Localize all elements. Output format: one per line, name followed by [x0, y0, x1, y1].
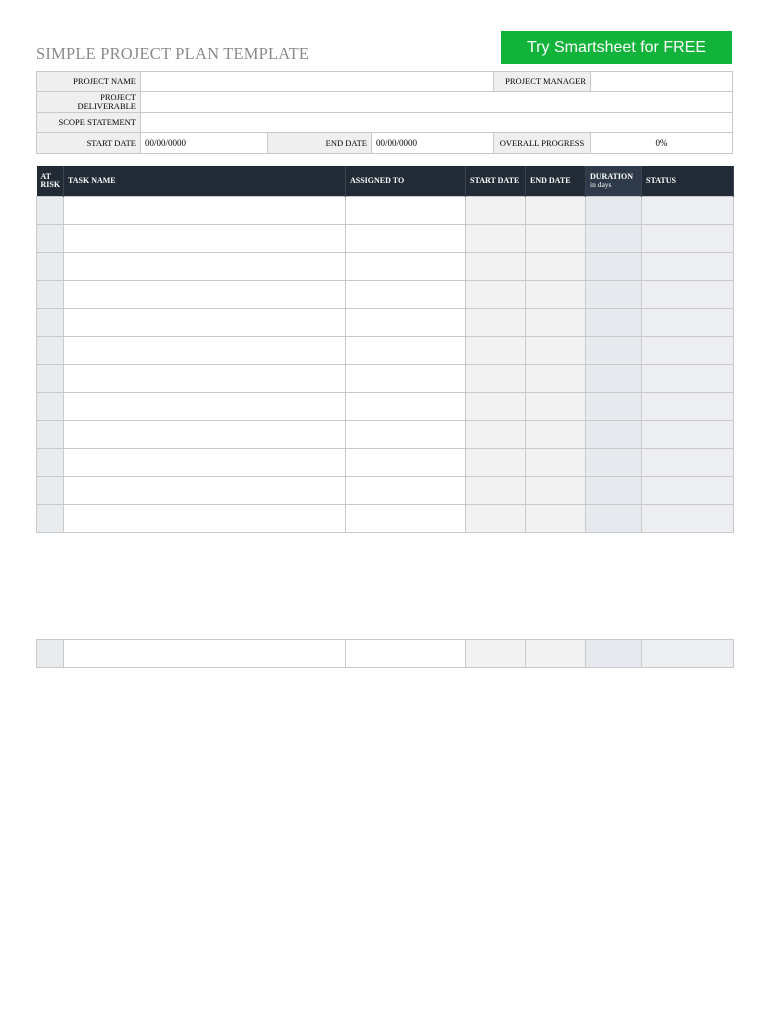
duration-cell[interactable]	[586, 253, 642, 281]
task-table-continuation	[36, 639, 734, 668]
scope-statement-field[interactable]	[141, 113, 733, 133]
status-cell[interactable]	[642, 640, 734, 668]
task-name-cell[interactable]	[64, 197, 346, 225]
task-name-cell[interactable]	[64, 309, 346, 337]
end-date-cell[interactable]	[526, 365, 586, 393]
at-risk-cell[interactable]	[37, 505, 64, 533]
duration-cell[interactable]	[586, 309, 642, 337]
end-date-cell[interactable]	[526, 640, 586, 668]
at-risk-cell[interactable]	[37, 197, 64, 225]
project-manager-label: PROJECT MANAGER	[494, 72, 591, 92]
task-name-cell[interactable]	[64, 505, 346, 533]
task-name-cell[interactable]	[64, 225, 346, 253]
project-name-label: PROJECT NAME	[37, 72, 141, 92]
task-name-cell[interactable]	[64, 421, 346, 449]
at-risk-cell[interactable]	[37, 421, 64, 449]
start-date-cell[interactable]	[466, 225, 526, 253]
at-risk-cell[interactable]	[37, 393, 64, 421]
status-cell[interactable]	[642, 477, 734, 505]
start-date-field[interactable]: 00/00/0000	[141, 133, 268, 154]
duration-cell[interactable]	[586, 225, 642, 253]
at-risk-cell[interactable]	[37, 477, 64, 505]
start-date-cell[interactable]	[466, 393, 526, 421]
assigned-to-cell[interactable]	[346, 505, 466, 533]
assigned-to-cell[interactable]	[346, 365, 466, 393]
start-date-cell[interactable]	[466, 640, 526, 668]
end-date-cell[interactable]	[526, 477, 586, 505]
start-date-cell[interactable]	[466, 421, 526, 449]
try-smartsheet-button[interactable]: Try Smartsheet for FREE	[501, 31, 732, 64]
assigned-to-cell[interactable]	[346, 337, 466, 365]
column-header-duration	[586, 166, 642, 197]
at-risk-cell[interactable]	[37, 253, 64, 281]
overall-progress-field[interactable]: 0%	[591, 133, 733, 154]
duration-cell[interactable]	[586, 393, 642, 421]
task-name-cell[interactable]	[64, 640, 346, 668]
status-cell[interactable]	[642, 225, 734, 253]
at-risk-cell[interactable]	[37, 640, 64, 668]
table-row	[37, 477, 734, 505]
assigned-to-cell[interactable]	[346, 449, 466, 477]
table-row	[37, 449, 734, 477]
at-risk-cell[interactable]	[37, 281, 64, 309]
start-date-cell[interactable]	[466, 253, 526, 281]
assigned-to-cell[interactable]	[346, 393, 466, 421]
column-header-at-risk: AT RISK	[37, 166, 64, 197]
start-date-cell[interactable]	[466, 505, 526, 533]
duration-cell[interactable]	[586, 477, 642, 505]
status-cell[interactable]	[642, 393, 734, 421]
task-name-cell[interactable]	[64, 477, 346, 505]
duration-header-unit: in days	[590, 180, 612, 189]
table-row	[37, 253, 734, 281]
assigned-to-cell[interactable]	[346, 253, 466, 281]
table-row	[37, 281, 734, 309]
start-date-cell[interactable]	[466, 449, 526, 477]
scope-statement-label: SCOPE STATEMENT	[37, 113, 141, 133]
end-date-cell[interactable]	[526, 393, 586, 421]
end-date-cell[interactable]	[526, 449, 586, 477]
at-risk-cell[interactable]	[37, 225, 64, 253]
table-row	[37, 365, 734, 393]
column-header-start-date: START DATE	[466, 166, 526, 197]
table-row	[37, 197, 734, 225]
assigned-to-cell[interactable]	[346, 225, 466, 253]
task-name-cell[interactable]	[64, 337, 346, 365]
duration-cell[interactable]	[586, 505, 642, 533]
table-row	[37, 225, 734, 253]
duration-cell[interactable]	[586, 365, 642, 393]
table-row	[37, 421, 734, 449]
at-risk-cell[interactable]	[37, 449, 64, 477]
start-date-cell[interactable]	[466, 197, 526, 225]
end-date-cell[interactable]	[526, 337, 586, 365]
status-cell[interactable]	[642, 281, 734, 309]
status-cell[interactable]	[642, 421, 734, 449]
assigned-to-cell[interactable]	[346, 477, 466, 505]
overall-progress-label: OVERALL PROGRESS	[494, 133, 591, 154]
end-date-cell[interactable]	[526, 505, 586, 533]
column-header-end-date: END DATE	[526, 166, 586, 197]
assigned-to-cell[interactable]	[346, 421, 466, 449]
table-row	[37, 337, 734, 365]
assigned-to-cell[interactable]	[346, 281, 466, 309]
duration-cell[interactable]	[586, 449, 642, 477]
project-manager-field[interactable]	[591, 72, 733, 92]
end-date-cell[interactable]	[526, 421, 586, 449]
at-risk-cell[interactable]	[37, 365, 64, 393]
task-name-cell[interactable]	[64, 365, 346, 393]
at-risk-cell[interactable]	[37, 309, 64, 337]
duration-cell[interactable]	[586, 421, 642, 449]
end-date-field[interactable]: 00/00/0000	[372, 133, 494, 154]
duration-header-label: DURATION	[590, 171, 633, 181]
status-cell[interactable]	[642, 197, 734, 225]
task-name-cell[interactable]	[64, 393, 346, 421]
end-date-cell[interactable]	[526, 197, 586, 225]
task-name-cell[interactable]	[64, 449, 346, 477]
status-cell[interactable]	[642, 449, 734, 477]
at-risk-cell[interactable]	[37, 337, 64, 365]
duration-cell[interactable]	[586, 337, 642, 365]
assigned-to-cell[interactable]	[346, 309, 466, 337]
end-date-cell[interactable]	[526, 253, 586, 281]
table-row	[37, 309, 734, 337]
end-date-label: END DATE	[268, 133, 372, 154]
start-date-cell[interactable]	[466, 309, 526, 337]
status-cell[interactable]	[642, 309, 734, 337]
status-cell[interactable]	[642, 505, 734, 533]
end-date-cell[interactable]	[526, 309, 586, 337]
table-row	[37, 505, 734, 533]
project-name-field[interactable]	[141, 72, 494, 92]
start-date-cell[interactable]	[466, 281, 526, 309]
assigned-to-cell[interactable]	[346, 640, 466, 668]
start-date-cell[interactable]	[466, 337, 526, 365]
project-deliverable-field[interactable]	[141, 92, 733, 113]
task-name-cell[interactable]	[64, 253, 346, 281]
end-date-cell[interactable]	[526, 281, 586, 309]
start-date-label: START DATE	[37, 133, 141, 154]
page-title: SIMPLE PROJECT PLAN TEMPLATE	[36, 44, 310, 63]
status-cell[interactable]	[642, 365, 734, 393]
column-header-task-name: TASK NAME	[64, 166, 346, 197]
task-table	[36, 166, 734, 533]
end-date-cell[interactable]	[526, 225, 586, 253]
start-date-cell[interactable]	[466, 477, 526, 505]
table-row	[37, 640, 734, 668]
status-cell[interactable]	[642, 337, 734, 365]
project-info-table	[36, 71, 733, 154]
column-header-assigned-to: ASSIGNED TO	[346, 166, 466, 197]
project-deliverable-label: PROJECT DELIVERABLE	[37, 92, 141, 113]
column-header-status: STATUS	[642, 166, 734, 197]
status-cell[interactable]	[642, 253, 734, 281]
assigned-to-cell[interactable]	[346, 197, 466, 225]
duration-cell[interactable]	[586, 281, 642, 309]
task-name-cell[interactable]	[64, 281, 346, 309]
duration-cell[interactable]	[586, 640, 642, 668]
duration-cell[interactable]	[586, 197, 642, 225]
table-row	[37, 393, 734, 421]
start-date-cell[interactable]	[466, 365, 526, 393]
